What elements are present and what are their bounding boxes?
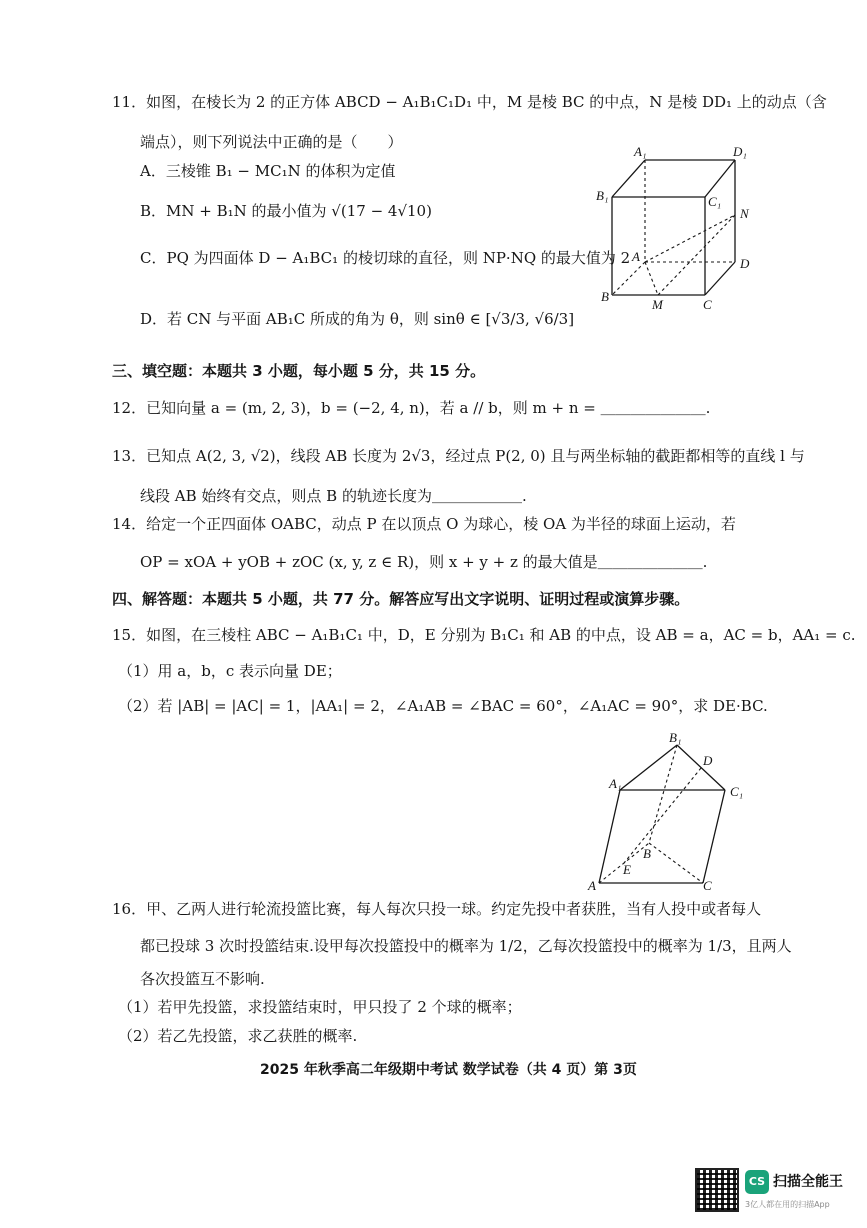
cube-label-a1: A₁ xyxy=(634,144,647,159)
q15-part-2: （2）若 |AB| = |AC| = 1，|AA₁| = 2，∠A₁AB = ∠BAC = 60°，∠A₁AC = 90°，求 DE·BC. xyxy=(118,697,768,715)
prism-label-a1: A₁ xyxy=(609,776,622,791)
q11-stem-line-2: 端点），则下列说法中正确的是（ ） xyxy=(140,133,403,151)
prism-label-b: B xyxy=(643,846,651,861)
q15-part-1: （1）用 a，b，c 表示向量 DE； xyxy=(118,662,342,680)
section-3-heading: 三、填空题：本题共 3 小题，每小题 5 分，共 15 分。 xyxy=(112,362,486,380)
prism-label-c: C xyxy=(703,878,712,893)
q11-option-a: A．三棱锥 B₁ − MC₁N 的体积为定值 xyxy=(140,162,396,180)
section-4-heading: 四、解答题：本题共 5 小题，共 77 分。解答应写出文字说明、证明过程或演算步骤。 xyxy=(112,590,690,608)
q14-line-1: 14．给定一个正四面体 OABC，动点 P 在以顶点 O 为球心，棱 OA 为半径的球面上运动，若 xyxy=(112,515,736,533)
prism-label-c1: C₁ xyxy=(730,784,744,799)
q14-line-2: OP = xOA + yOB + zOC (x, y, z ∈ R)，则 x + y + z 的最大值是＿＿＿＿＿＿＿. xyxy=(140,553,708,571)
cube-label-d: D xyxy=(740,256,750,271)
camscanner-tagline: 3亿人都在用的扫描App xyxy=(745,1200,830,1209)
q15-stem: 15．如图，在三棱柱 ABC − A₁B₁C₁ 中，D，E 分别为 B₁C₁ 和 AB 的中点，设 AB = a，AC = b，AA₁ = c. xyxy=(112,626,856,644)
q13-line-1: 13．已知点 A(2, 3, √2)，线段 AB 长度为 2√3，经过点 P(2, 0) 且与两坐标轴的截距都相等的直线 l 与 xyxy=(112,447,805,465)
page-footer: 2025 年秋季高二年级期中考试 数学试卷（共 4 页）第 3页 xyxy=(260,1062,637,1078)
cube-label-d1: D₁ xyxy=(733,144,747,159)
prism-label-e: E xyxy=(623,862,631,877)
q16-line-2: 都已投球 3 次时投篮结束.设甲每次投篮投中的概率为 1/2，乙每次投篮投中的概率为 1/3，且两人 xyxy=(140,937,792,955)
cube-label-a: A xyxy=(632,249,640,264)
prism-label-a: A xyxy=(588,878,596,893)
q16-line-3: 各次投篮互不影响. xyxy=(140,970,265,988)
q16-line-1: 16．甲、乙两人进行轮流投篮比赛，每人每次只投一球。约定先投中者获胜，当有人投中或者每人 xyxy=(112,900,762,918)
prism-label-b1: B₁ xyxy=(669,730,682,745)
camscanner-name: 扫描全能王 xyxy=(773,1174,843,1190)
cube-label-c1: C₁ xyxy=(708,194,722,209)
q11-cube-figure xyxy=(590,140,765,315)
cube-label-c: C xyxy=(703,297,712,312)
cube-label-b1: B₁ xyxy=(596,188,609,203)
q11-option-b: B．MN + B₁N 的最小值为 √(17 − 4√10) xyxy=(140,202,432,220)
cube-label-n: N xyxy=(740,206,749,221)
q12: 12．已知向量 a = (m, 2, 3)，b = (−2, 4, n)，若 a // b，则 m + n = ＿＿＿＿＿＿＿. xyxy=(112,399,711,417)
q16-part-2: （2）若乙先投篮，求乙获胜的概率. xyxy=(118,1027,358,1045)
prism-label-d: D xyxy=(703,753,713,768)
cube-label-b: B xyxy=(601,289,609,304)
q16-part-1: （1）若甲先投篮，求投篮结束时，甲只投了 2 个球的概率； xyxy=(118,998,522,1016)
q11-option-d: D．若 CN 与平面 AB₁C 所成的角为 θ，则 sinθ ∈ [√3/3, √6/3] xyxy=(140,310,575,328)
cube-label-m: M xyxy=(652,297,663,312)
q13-line-2: 线段 AB 始终有交点，则点 B 的轨迹长度为＿＿＿＿＿＿. xyxy=(140,487,527,505)
camscanner-logo-icon: CS xyxy=(745,1170,769,1194)
q11-option-c: C．PQ 为四面体 D − A₁BC₁ 的棱切球的直径，则 NP·NQ 的最大值为 2 xyxy=(140,249,631,267)
q11-stem-line-1: 11．如图，在棱长为 2 的正方体 ABCD − A₁B₁C₁D₁ 中，M 是棱 BC 的中点，N 是棱 DD₁ 上的动点（含 xyxy=(112,93,827,111)
q15-prism-figure xyxy=(585,728,755,898)
qr-code-icon xyxy=(695,1168,739,1212)
